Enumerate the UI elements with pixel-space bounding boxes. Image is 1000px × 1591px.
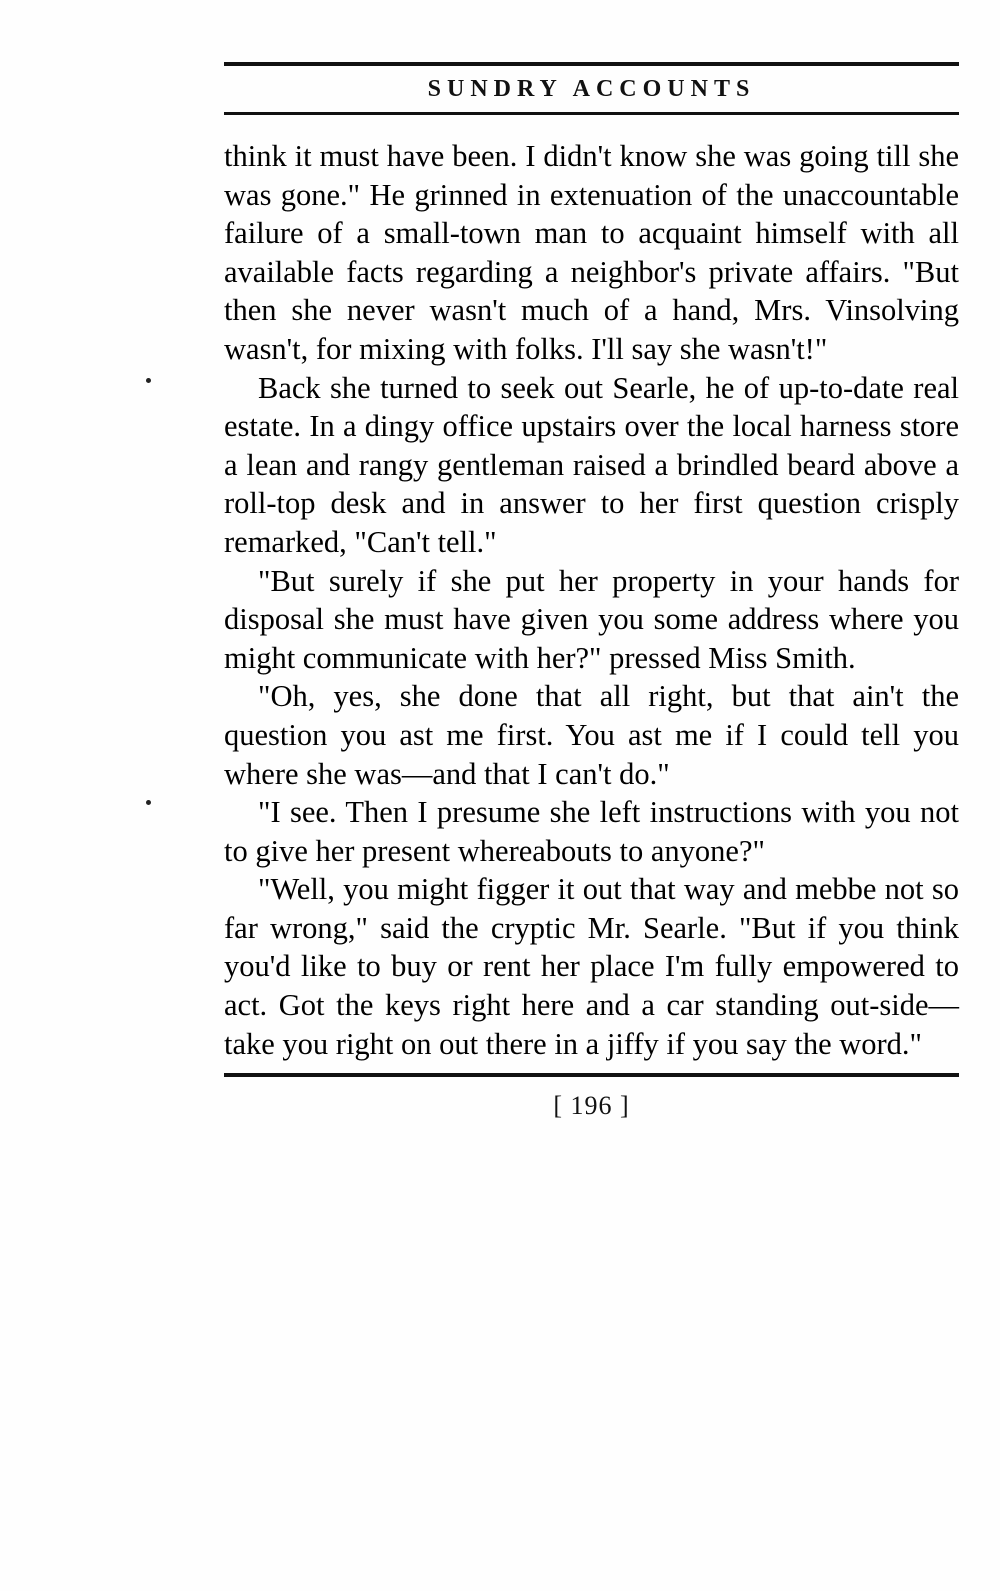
paragraph-3: "But surely if she put her property in your hands for disposal she must have given you some address where you might communicate with her?" pressed Miss Smith. [224,563,959,675]
page-number: [ 196 ] [553,1091,630,1121]
paragraph-1: think it must have been. I didn't know she was going till she was gone." He grinned in extenuation of the unaccountable failure of a small-town man to acquaint himself with all available facts regarding a neighbor's private affairs. "But then she never wasn't much of a hand, Mrs. Vinsolving wasn't, for mixing with folks. I'll say she wasn't!" [224,139,959,366]
paragraph-6: "Well, you might figger it out that way and mebbe not so far wrong," said the cryptic Mr. Searle. "But if you think you'd like to buy or rent her place I'm fully empowered to act. Got the keys right here and a car standing out-side—take you right on out there in a jiffy if you say the word." [224,872,959,1061]
header-rule-bottom [224,112,959,115]
page-content [224,62,959,1121]
running-head-area [224,66,959,112]
paragraph-5: "I see. Then I presume she left instructions with you not to give her present whereabouts to anyone?" [224,795,959,868]
margin-speck-lower [146,800,151,805]
paragraph-2: Back she turned to seek out Searle, he of up-to-date real estate. In a dingy office upstairs over the local harness store a lean and rangy gentleman raised a brindled beard above a roll-top desk and in answer to her first question crisply remarked, "Can't tell." [224,370,959,559]
body-text [224,137,959,1063]
paragraph-4: "Oh, yes, she done that all right, but that ain't the question you ast me first. You ast me if I could tell you where she was—and that I can't do." [224,679,959,791]
running-head: SUNDRY ACCOUNTS [427,75,756,102]
footer-rule [224,1073,959,1077]
margin-speck-upper [146,378,151,383]
